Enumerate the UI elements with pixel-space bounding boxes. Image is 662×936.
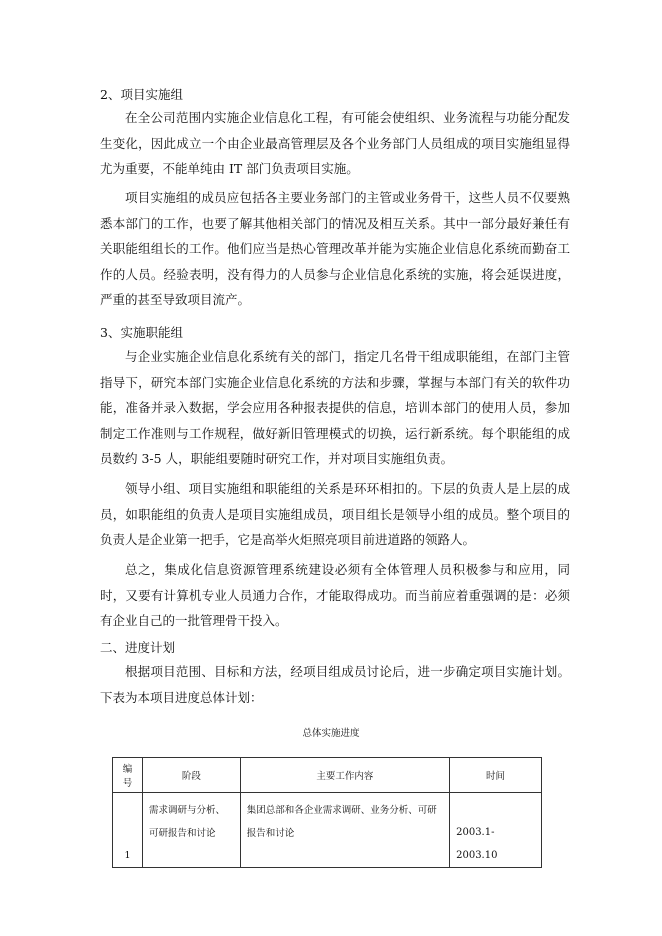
section-heading-functional-group: 3、实施职能组 <box>100 325 183 340</box>
cell-stage: 需求调研与分析、可研报告和讨论 <box>142 793 240 868</box>
header-number: 编号 <box>113 758 143 793</box>
cell-content: 集团总部和各企业需求调研、业务分析、可研报告和讨论 <box>240 793 449 868</box>
header-content: 主要工作内容 <box>240 758 449 793</box>
header-time: 时间 <box>450 758 542 793</box>
paragraph-functional-group-role: 与企业实施企业信息化系统有关的部门，指定几名骨干组成职能组，在部门主管指导下，研究本部门实施企业信息化系统的方法和步骤，掌握与本部门有关的软件功能，准备并录入数据，学会应用各种报表提供的信息，培训本部门的使用人员，参加制定工作准则与工作规程，做好新旧管理模式的切换，运行新系统。每个职能组的成员数约 3-5 人，职能组要随时研究工作，并对项目实施组负责。 <box>100 349 570 466</box>
cell-time: 2003.1-2003.10 <box>450 793 542 868</box>
header-stage: 阶段 <box>142 758 240 793</box>
table-caption: 总体实施进度 <box>302 728 360 739</box>
cell-number: 1 <box>113 793 143 868</box>
section-heading-project-team: 2、项目实施组 <box>100 87 183 102</box>
paragraph-conclusion: 总之，集成化信息资源管理系统建设必须有全体管理人员积极参与和应用，同时，又要有计算机专业人员通力合作，才能取得成功。而当前应着重强调的是：必须有企业自己的一批管理骨干投入。 <box>100 562 570 628</box>
paragraph-schedule-intro: 根据项目范围、目标和方法，经项目组成员讨论后，进一步确定项目实施计划。下表为本项目进度总体计划： <box>100 664 570 705</box>
paragraph-group-relations: 领导小组、项目实施组和职能组的关系是环环相扣的。下层的负责人是上层的成员，如职能组的负责人是项目实施组成员，项目组长是领导小组的成员。整个项目的负责人是企业第一把手，它是高举火炬照亮项目前进道路的领路人。 <box>100 481 570 547</box>
schedule-table <box>112 757 542 868</box>
paragraph-project-team-intro: 在全公司范围内实施企业信息化工程，有可能会使组织、业务流程与功能分配发生变化，因此成立一个由企业最高管理层及各个业务部门人员组成的项目实施组显得尤为重要，不能单纯由 IT 部门负责项目实施。 <box>100 110 570 176</box>
table-row <box>113 793 542 868</box>
chapter-heading-schedule: 二、进度计划 <box>100 640 176 655</box>
table-header-row <box>113 758 542 793</box>
paragraph-project-team-members: 项目实施组的成员应包括各主要业务部门的主管或业务骨干，这些人员不仅要熟悉本部门的工作，也要了解其他相关部门的情况及相互关系。其中一部分最好兼任有关职能组组长的工作。他们应当是热心管理改革并能为实施企业信息化系统而勤奋工作的人员。经验表明，没有得力的人员参与企业信息化系统的实施，将会延误进度，严重的甚至导致项目流产。 <box>100 190 570 307</box>
